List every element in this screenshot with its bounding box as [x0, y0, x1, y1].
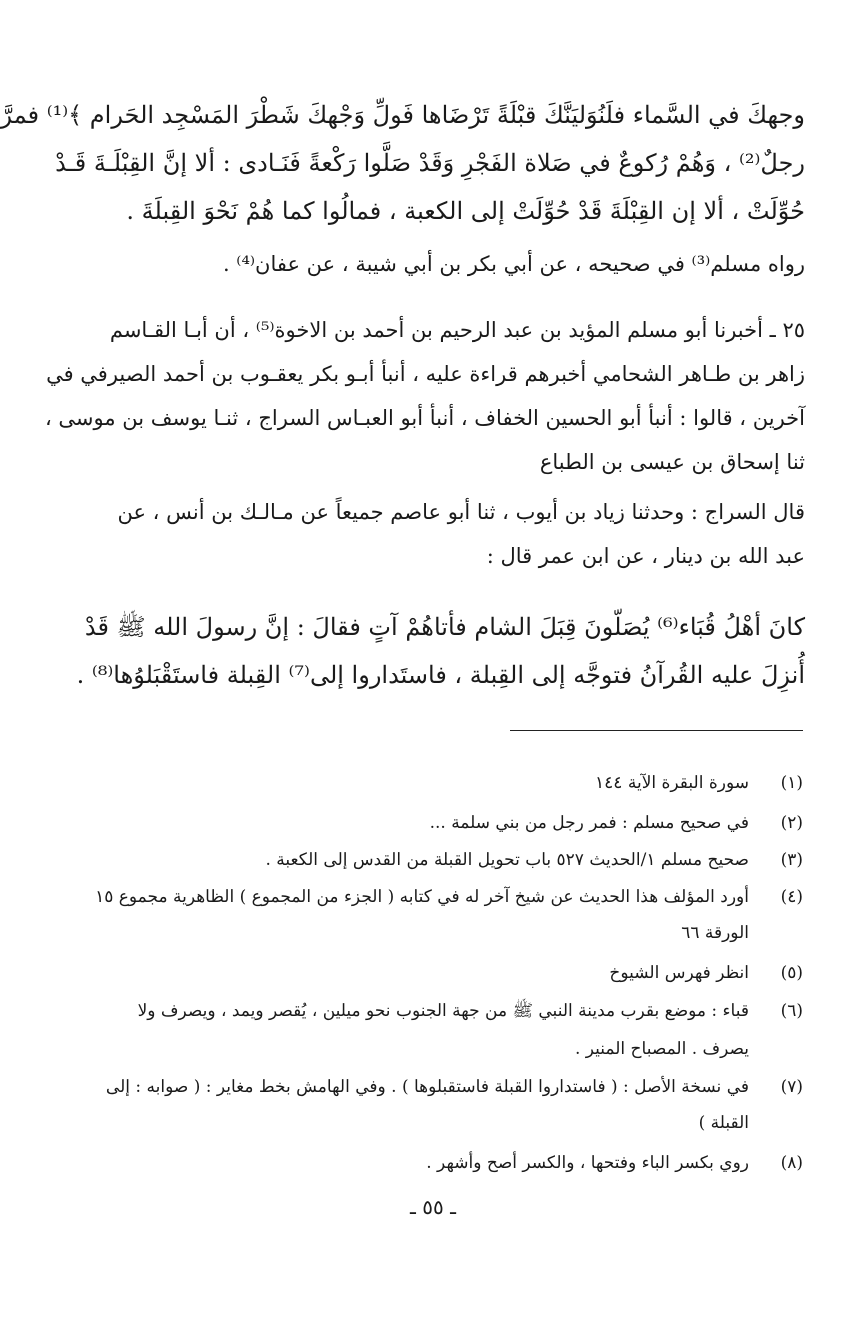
text-line: ثنا إسحاق بن عيسى بن الطباع	[539, 450, 805, 474]
text-line: حُوِّلَتْ ، ألا إن القِبْلَةَ قَدْ حُوِّلَتْ إلى الكعبة ، فمالُوا كما هُمْ نَحْوَ القِبلَةَ .	[126, 197, 805, 225]
text-line: زاهر بن طـاهر الشحامي أخبرهم قراءة عليه ، أنبأ أبـو بكر يعقـوب بن أحمد الصيرفي في	[46, 362, 805, 386]
text-line: عبد الله بن دينار ، عن ابن عمر قال :	[486, 544, 805, 568]
footnote-number: (٦)	[780, 1001, 803, 1021]
footnote-item	[93, 1072, 803, 1102]
footnote-text: قباء : موضع بقرب مدينة النبي ﷺ من جهة الجنوب نحو ميلين ، يُقصر ويمد ، ويصرف ولا	[137, 1001, 749, 1021]
footnote-item	[93, 958, 803, 988]
text-line: أُنزِلَ عليه القُرآنُ فتوجَّه إلى القِبلة ، فاستَداروا إلى⁽⁷⁾ القِبلة فاستَقْبَلوُها⁽⁸⁾ .	[76, 661, 805, 689]
footnote-number: (٢)	[780, 813, 803, 833]
footnote-continuation: القبلة )	[698, 1113, 749, 1133]
footnote-item	[93, 882, 803, 912]
footnote-number: (٤)	[780, 887, 803, 907]
footnote-item	[93, 996, 803, 1026]
text-line: قال السراج : وحدثنا زياد بن أيوب ، ثنا أبو عاصم جميعاً عن مـالـك بن أنس ، عن	[117, 500, 805, 524]
text-line: آخرين ، قالوا : أنبأ أبو الحسين الخفاف ، أنبأ أبو العبـاس السراج ، ثنـا يوسف بن موسى ،	[44, 406, 805, 430]
footnote-number: (١)	[780, 773, 803, 793]
footnote-text: روي بكسر الباء وفتحها ، والكسر أصح وأشهر .	[426, 1153, 749, 1173]
footnote-text: سورة البقرة الآية ١٤٤	[595, 773, 749, 793]
footnote-separator	[510, 730, 803, 731]
text-line: ٢٥ ـ أخبرنا أبو مسلم المؤيد بن عبد الرحيم بن أحمد بن الاخوة⁽⁵⁾ ، أن أبـا القـاسم	[109, 318, 805, 342]
text-line: كانَ أهْلُ قُبَاء⁽⁶⁾ يُصَلّونَ قِبَلَ الشام فأتاهُمْ آتٍ فقالَ : إنَّ رسولَ الله ﷺ قَدْ	[84, 613, 805, 641]
footnote-item	[93, 1148, 803, 1178]
footnote-number: (٧)	[780, 1077, 803, 1097]
text-line: رجلٌ⁽²⁾ ، وَهُمْ رُكوعٌ في صَلاة الفَجْرِ وَقَدْ صَلَّوا رَكْعةً فَنَـادى : ألا إنَّ القِبْلَـةَ قَـدْ	[55, 149, 805, 177]
footnote-continuation: الورقة ٦٦	[681, 923, 749, 943]
footnote-text: انظر فهرس الشيوخ	[609, 963, 749, 983]
text-line: وجهكَ في السَّماء فلَنُوَليَنَّكَ قبْلَةً تَرْضَاها فَولِّ وَجْهكَ شَطْرَ المَسْجِد الحَرام ﴾⁽¹⁾ فمرَّ	[0, 101, 805, 129]
footnote-item	[93, 768, 803, 798]
footnote-text: في صحيح مسلم : فمر رجل من بني سلمة ...	[429, 813, 749, 833]
footnote-number: (٥)	[780, 963, 803, 983]
footnote-item	[93, 845, 803, 875]
footnote-number: (٣)	[780, 850, 803, 870]
footnote-number: (٨)	[780, 1153, 803, 1173]
footnote-continuation: يصرف . المصباح المنير .	[574, 1039, 749, 1059]
footnote-text: في نسخة الأصل : ( فاستداروا القبلة فاستقبلوها ) . وفي الهامش بخط مغاير : ( صوابه : إلى	[105, 1077, 749, 1097]
narration-line: رواه مسلم⁽³⁾ في صحيحه ، عن أبي بكر بن أبي شيبة ، عن عفان⁽⁴⁾ .	[222, 252, 805, 276]
footnote-text: أورد المؤلف هذا الحديث عن شيخ آخر له في كتابه ( الجزء من المجموع ) الظاهرية مجموع ١٥	[95, 887, 749, 907]
footnote-text: صحيح مسلم ١/الحديث ٥٢٧ باب تحويل القبلة من القدس إلى الكعبة .	[265, 850, 749, 870]
footnote-item	[93, 808, 803, 838]
page-number: ـ ٥٥ ـ	[410, 1195, 456, 1219]
